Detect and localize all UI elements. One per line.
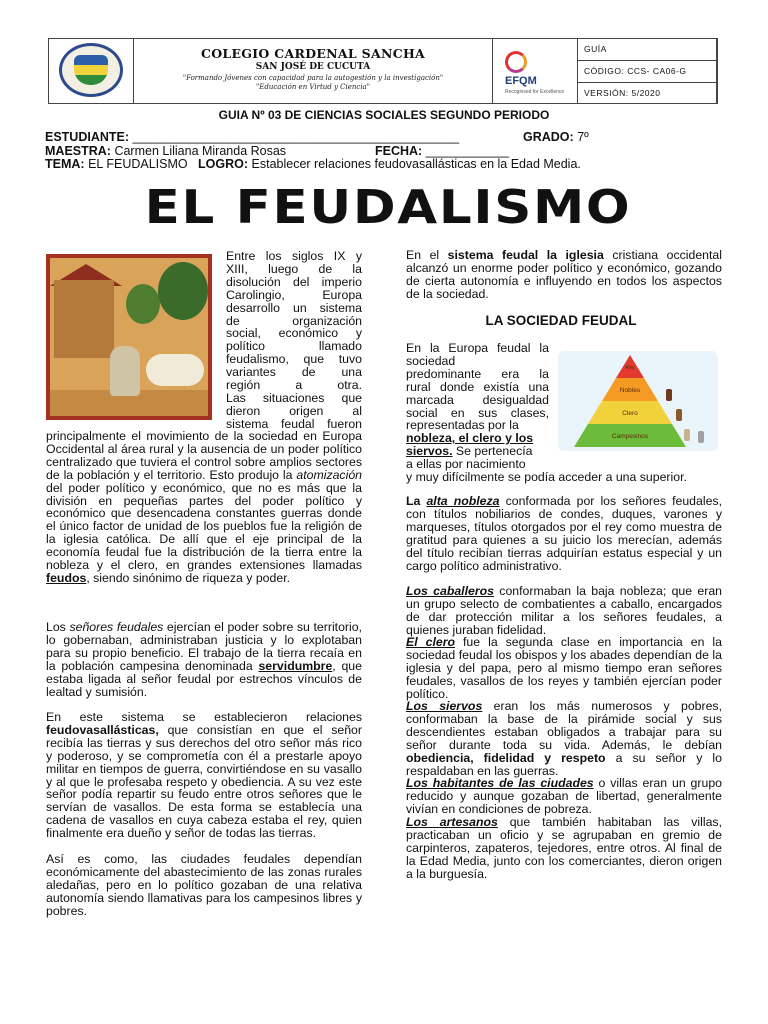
vassal-paragraph: En este sistema se establecieron relaciones feudovasallásticas, que consistían en que el señor recibía las tierras y sus derechos del otro señor más rico y poderoso, y se comprometía con él a prestarle apoyo militar en tiempos de guerra, convirtiéndose en su vasallo y al que le profesaba respeto y obediencia. A su vez este señor podía repartir su feudo entre otros señores que le servían de vasallos. De esta forma se establecía una cadena de vasallos en cuya cabeza estaba el rey, quien finalmente era dueño y señor de todas las tierras. [46,710,362,841]
goal-value: Establecer relaciones feudovasallásticas en la Edad Media. [251,157,581,171]
clergy-paragraph: El clero fue la segunda clase en importancia en la sociedad feudal los obispos y los abades dependían de la iglesia y del papa, pero al mismo tiempo eran señores feudales, vasallos de los reyes y también ejercían poder político. [406,635,723,701]
school-city: SAN JOSÉ DE CUCUTA [255,62,371,72]
pyramid-figure-icon [666,389,672,401]
society-line: predominante era la [406,366,549,381]
artisans-paragraph: Los artesanos que también habitaban las villas, practicaban un oficio y se agrupaban en gremio de carpinteros, zapateros, tejedores, entre otros. Al final de la Edad Media, junto con los comerciantes, dieron origen a la burguesía. [406,815,722,881]
society-classes: nobleza, el clero y los siervos. Se pertenecía a ellas por nacimiento [406,431,534,471]
efqm-label: EFQM [505,75,537,87]
society-line: sociedad [406,353,456,368]
student-blank[interactable]: _______________________________________________ [132,130,460,144]
pyramid-figure-icon [698,431,704,443]
efqm-sub: Recognised for Excellence [505,89,565,95]
intro-line: disolución del imperio [226,274,362,289]
topic-row [45,157,735,171]
society-heading: LA SOCIEDAD FEUDAL [485,313,637,328]
school-logo-cell [49,39,134,103]
term-servidumbre: servidumbre [258,658,333,673]
cities-paragraph: Así es como, las ciudades feudales dependían económicamente del abastecimiento de las zonas rurales aledañas, pero en lo político gozaban de una relativa autonomía siendo llamativas para los campesinos libres y pobres. [46,852,362,918]
intro-line: sistema feudal fueron [226,416,362,431]
intro-line: Entre los siglos IX y [226,249,362,263]
document-codes [578,39,717,103]
student-row [45,130,735,144]
intro-line: XIII, luego de la [226,261,362,276]
pyramid-label: Nobles [619,387,641,394]
society-line: En la Europa feudal la [406,341,549,355]
society-line: rural donde existía una [406,379,549,394]
intro-line: social, económico y [226,326,362,341]
grade-label: GRADO: [523,130,574,144]
lords-paragraph: Los señores feudales ejercían el poder sobre su territorio, lo gobernaban, administraban justicia y lo explotaban para su propio beneficio. El trabajo de la tierra recaía en la población campesina denominada servidumbre, que estaba ligada al señor feudal por estrechos vínculos de lealtad y sumisión. [46,620,363,699]
society-line: social en sus clases, [406,405,549,420]
document-header [48,38,718,104]
intro-line: de organización [226,313,362,328]
efqm-logo-icon [505,51,527,73]
intro-line: Carolingio, Europa [226,287,362,302]
topic-value: EL FEUDALISMO [88,157,188,171]
doc-code: CÓDIGO: CCS- CA06-G [578,61,716,83]
pyramid-label: Campesinos [611,433,649,440]
social-pyramid-diagram [558,351,718,451]
high-nobility-paragraph: La alta nobleza conformada por los señores feudales, con títulos nobiliarios de condes, duques, varones y marqueses, títulos otorgados por el rey como muestra de gratitud para quienes a su juicio los merecían, además del título recibían tierras adquirían estatus especial y un cargo político administrativo. [406,494,722,573]
pyramid-label: Rey [625,365,635,371]
church-paragraph: En el sistema feudal la iglesia cristiana occidental alcanzó un enorme poder político y económico, gozando de cierta autonomía e influyendo en todos los aspectos de la sociedad. [406,248,723,301]
school-info [134,39,493,103]
intro-paragraph-top [226,250,362,431]
term-feudovasallasticas: feudovasallásticas, [46,722,159,737]
goal-label: LOGRO: [198,157,249,171]
city-dwellers-paragraph: Los habitantes de las ciudades o villas eran un grupo reducido y aunque gozaban de libertad, generalmente vivían en condiciones de pobreza. [406,776,722,816]
guide-title: GUIA Nº 03 DE CIENCIAS SOCIALES SEGUNDO PERIODO [218,108,550,122]
intro-paragraph: principalmente el movimiento de la sociedad en Europa Occidental al área rural y la ausencia de un poder político centralizado que tuviera el control sobre amplios sectores de la población y el territorio. Esto produjo la atomización del poder político y económico, que no es más que la división en pequeñas partes del poder político y económico que desencadena constantes guerras donde el único factor de unidad de los pueblos fue la religión de la iglesia católica. De allí que el eje principal de la economía feudal fue la distribución de la tierra entre la nobleza y el clero, en grandes extensiones llamadas feudos, siendo sinónimo de riqueza y poder. [46,429,362,585]
intro-line: político llamado [226,339,362,354]
school-name: COLEGIO CARDENAL SANCHA [200,46,426,61]
society-line: representadas por la [406,418,519,433]
date-blank[interactable]: ____________ [425,144,510,158]
pyramid-label: Clero [622,410,638,417]
topic-label: TEMA: [45,157,85,171]
pyramid-figure-icon [684,429,690,441]
grade-value: 7º [577,130,589,144]
intro-line: región a otra. [226,378,362,393]
doc-version: VERSIÓN: 5/2020 [584,88,661,98]
teacher-row [45,144,735,158]
teacher-label: MAESTRA: [45,144,111,158]
intro-line: desarrollo un sistema [226,300,362,315]
school-seal-icon [59,43,123,97]
main-title: EL FEUDALISMO [144,180,632,234]
intro-line: dieron origen al [226,403,362,418]
intro-line: feudalismo, que tuvo [226,352,362,367]
knights-paragraph: Los caballeros conformaban la baja nobleza; que eran un grupo selecto de combatientes a caballo, encargados de dar protección militar a los señores feudales, a quienes juraban fidelidad. [406,584,722,637]
society-line: marcada desigualdad [406,392,549,407]
intro-line: Las situaciones que [226,390,362,405]
society-paragraph [406,342,549,432]
pyramid-figure-icon [676,409,682,421]
teacher-value: Carmen Liliana Miranda Rosas [114,144,287,158]
medieval-illustration [46,254,212,420]
school-motto: "Formando Jóvenes con capacidad para la autogestión y la investigación" [182,74,444,82]
efqm-logo-cell [493,39,578,103]
intro-line: variantes de una [226,365,362,380]
serfs-paragraph: Los siervos eran los más numerosos y pobres, conformaban la base de la pirámide social y sus descendientes estaban obligados a trabajar para su señor durante toda su vida. Además, le debían obediencia, fidelidad y respeto a su señor y lo respaldaban en las guerras. [406,699,723,778]
term-feudos: feudos [46,570,87,585]
date-label: FECHA: [375,144,423,158]
doc-type: GUÍA [578,39,716,61]
student-label: ESTUDIANTE: [45,130,130,144]
society-paragraph-end: y muy difícilmente se podía acceder a una superior. [406,470,687,484]
school-motto-2: "Educación en Virtud y Ciencia" [256,83,370,91]
